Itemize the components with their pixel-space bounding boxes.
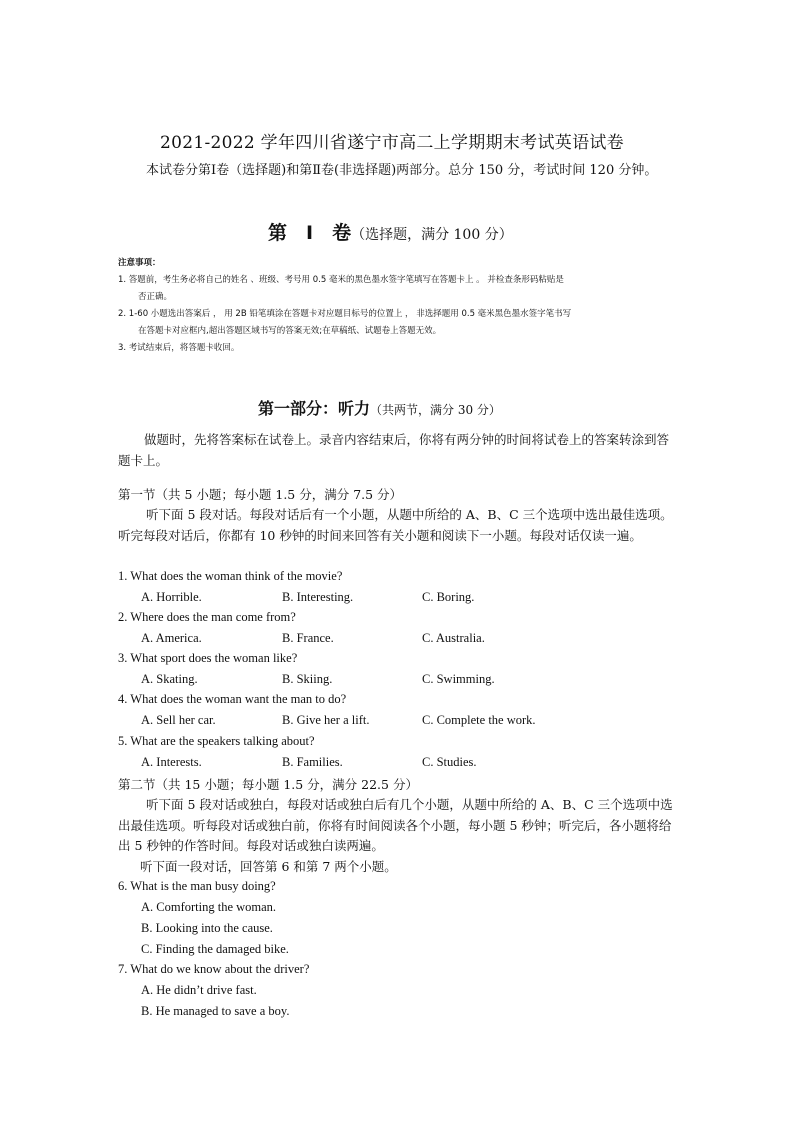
option-a: A. Interests. xyxy=(141,755,202,769)
option-a: A. Horrible. xyxy=(141,590,202,604)
option-c: C. Studies. xyxy=(422,755,477,769)
notes-item: 否正确。 xyxy=(138,292,173,302)
question-1: 1. What does the woman think of the movie? xyxy=(118,569,343,583)
option-c: C. Swimming. xyxy=(422,672,495,686)
option-a: A. Comforting the woman. xyxy=(141,900,277,914)
question-6: 6. What is the man busy doing? xyxy=(118,879,276,893)
option-c: C. Complete the work. xyxy=(422,713,536,727)
notes-item: 2. 1-60 小题选出答案后 ， 用 2B 铅笔填涂在答题卡对应题目标号的位置上 ， 非选择题用 0.5 毫米黑色墨水签字笔书写 xyxy=(118,309,572,319)
part-instruction: 做题时，先将答案标在试卷上。录音内容结束后，你将有两分钟的时间将试卷上的答案转涂到答题卡上。 xyxy=(118,432,670,468)
notes-item: 1. 答题前，考生务必将自己的姓名 、班级、考号用 0.5 毫米的黑色墨水签字笔填写在答题卡上 。 并检查条形码粘贴是 xyxy=(118,275,564,285)
option-b: B. France. xyxy=(282,631,334,645)
question-7: 7. What do we know about the driver? xyxy=(118,962,310,976)
option-a: A. He didn’t drive fast. xyxy=(141,983,257,997)
option-b: B. Skiing. xyxy=(282,672,333,686)
section2-sub-instruction: 听下面一段对话，回答第 6 和第 7 两个小题。 xyxy=(140,859,397,874)
intro-paragraph: 本试卷分第Ⅰ卷（选择题)和第Ⅱ卷(非选择题)两部分。总分 150 分，考试时间 120 分钟。 xyxy=(146,163,658,178)
section1-title: 第一节（共 5 小题；每小题 1.5 分，满分 7.5 分） xyxy=(118,487,403,502)
option-a: A. Sell her car. xyxy=(141,713,216,727)
notes-title: 注意事项： xyxy=(118,258,161,268)
question-2: 2. Where does the man come from? xyxy=(118,610,296,624)
volume-heading-main: 第 Ⅰ 卷 xyxy=(268,222,352,244)
section2-title: 第二节（共 15 小题；每小题 1.5 分，满分 22.5 分） xyxy=(118,777,418,792)
option-b: B. Families. xyxy=(282,755,343,769)
section1-instruction: 听下面 5 段对话。每段对话后有一个小题，从题中所给的 A、B、C 三个选项中选出最佳选项。听完每段对话后，你都有 10 秒钟的时间来回答有关小题和阅读下一小题。每段对话仅读一遍。 xyxy=(118,507,673,543)
part-heading-main: 第一部分：听力 xyxy=(258,399,371,418)
notes-item: 在答题卡对应框内,超出答题区域书写的答案无效;在草稿纸、试题卷上答题无效。 xyxy=(138,326,442,336)
volume-heading xyxy=(268,218,513,245)
question-5: 5. What are the speakers talking about? xyxy=(118,734,315,748)
part-heading-sub: （共两节，满分 30 分） xyxy=(370,403,501,417)
option-b: B. Looking into the cause. xyxy=(141,921,273,935)
option-b: B. Give her a lift. xyxy=(282,713,370,727)
volume-heading-sub: （选择题，满分 100 分） xyxy=(351,227,513,243)
option-c: C. Australia. xyxy=(422,631,485,645)
option-a: A. America. xyxy=(141,631,202,645)
option-c: C. Finding the damaged bike. xyxy=(141,942,289,956)
part-heading xyxy=(258,396,501,419)
option-b: B. He managed to save a boy. xyxy=(141,1004,290,1018)
question-4: 4. What does the woman want the man to do? xyxy=(118,692,347,706)
notes-item: 3. 考试结束后，将答题卡收回。 xyxy=(118,343,240,353)
page-title: 2021-2022 学年四川省遂宁市高二上学期期末考试英语试卷 xyxy=(160,133,624,153)
section2-instruction: 听下面 5 段对话或独白，每段对话或独白后有几个小题，从题中所给的 A、B、C 三个选项中选出最佳选项。听每段对话或独白前，你将有时间阅读各个小题，每小题 5 秒钟；听完后，各小题将给出 5 秒钟的作答时间。每段对话或独白读两遍。 xyxy=(118,797,673,853)
option-c: C. Boring. xyxy=(422,590,475,604)
option-a: A. Skating. xyxy=(141,672,198,686)
option-b: B. Interesting. xyxy=(282,590,354,604)
notes-block xyxy=(118,255,678,357)
question-3: 3. What sport does the woman like? xyxy=(118,651,298,665)
